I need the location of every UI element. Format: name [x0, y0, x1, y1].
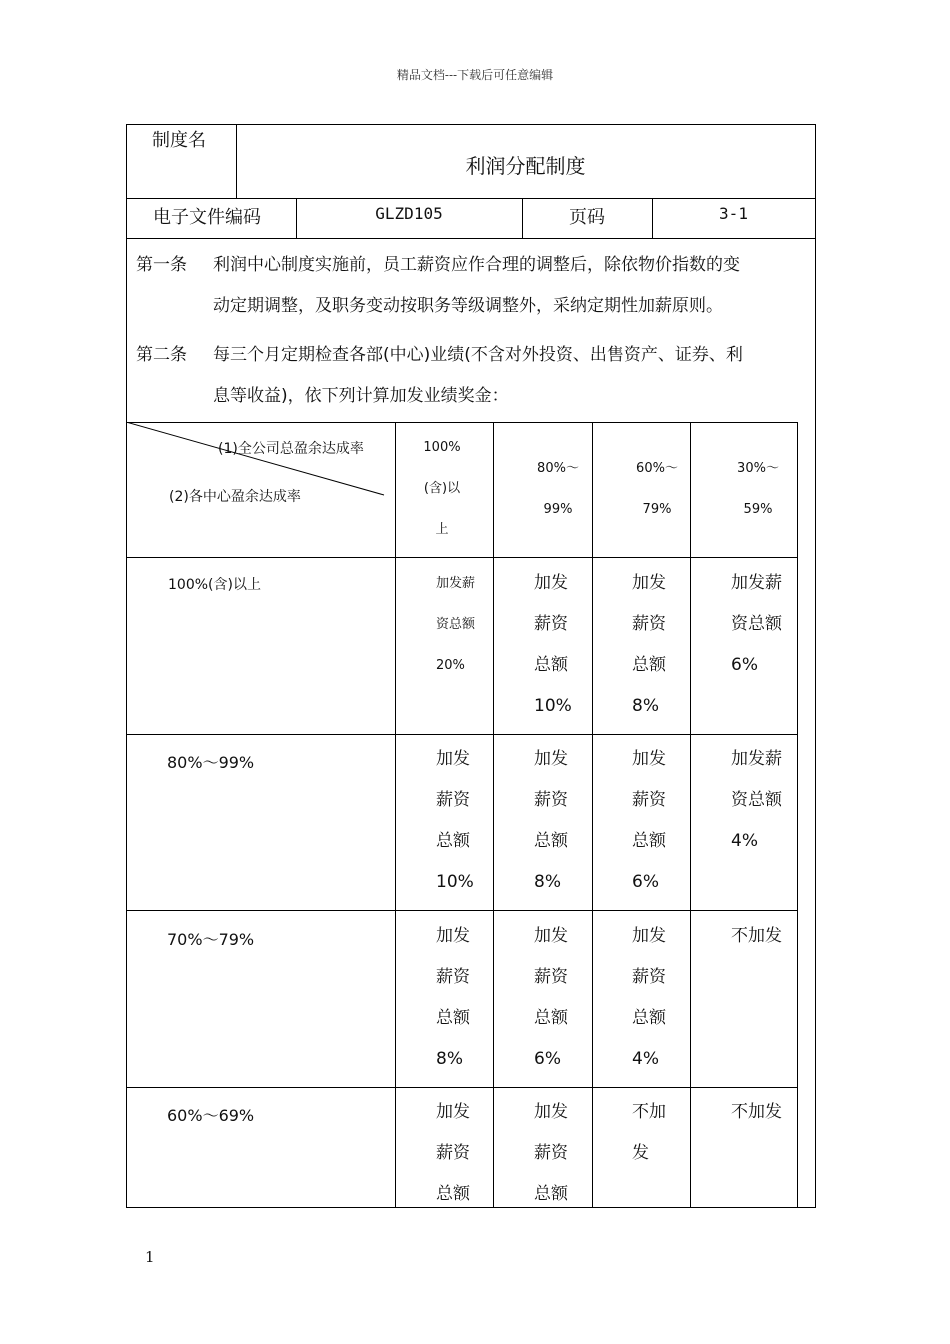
- cell-text: 不加发: [731, 1102, 782, 1122]
- corner-label-center: (2)各中心盈余达成率: [169, 489, 301, 505]
- cell-text: 总额: [534, 1008, 568, 1028]
- cell-text: 加发薪: [731, 749, 782, 769]
- cell-text: 加发: [534, 573, 568, 593]
- cell-text: 8%: [632, 696, 659, 716]
- cell-text: 总额: [436, 831, 470, 851]
- frame-top: [126, 124, 815, 125]
- cell-text: 不加: [632, 1102, 666, 1122]
- frame-left: [126, 124, 127, 1208]
- bonus-row-4: [126, 1087, 798, 1088]
- cell-text: 6%: [534, 1049, 561, 1069]
- bonus-cell: [436, 739, 474, 903]
- article-1-line-1: 利润中心制度实施前，员工薪资应作合理的调整后，除依物价指数的变: [213, 255, 740, 275]
- article-2-number: 第二条: [136, 345, 187, 365]
- cell-text: 加发: [436, 1102, 470, 1122]
- cell-text: 总额: [436, 1008, 470, 1028]
- article-1-line-2: 动定期调整，及职务变动按职务等级调整外，采纳定期性加薪原则。: [213, 296, 723, 316]
- cell-text: 10%: [534, 696, 572, 716]
- label-page: 页码: [569, 207, 605, 228]
- page-value: 3-1: [719, 204, 748, 223]
- cell-text: 加发: [534, 749, 568, 769]
- cell-text: 6%: [632, 872, 659, 892]
- col-header-text: 59%: [743, 502, 773, 517]
- cell-text: 总额: [632, 831, 666, 851]
- cell-text: 8%: [436, 1049, 463, 1069]
- cell-text: 薪资: [436, 790, 470, 810]
- corner-label-company: (1)全公司总盈余达成率: [218, 441, 364, 457]
- cell-text: 加发: [632, 749, 666, 769]
- cell-text: 总额: [436, 1184, 470, 1204]
- cell-text: 加发: [534, 926, 568, 946]
- bonus-cell: [632, 563, 666, 727]
- frame-bottom: [126, 1207, 815, 1208]
- code-row-bottom: [126, 238, 815, 239]
- bonus-col-2: [493, 422, 494, 1208]
- cell-text: 发: [632, 1143, 649, 1163]
- cell-text: 加发薪: [731, 573, 782, 593]
- bonus-cell: [731, 739, 782, 862]
- col-header-text: 99%: [543, 502, 573, 517]
- cell-text: 加发薪: [436, 576, 476, 591]
- cell-text: 薪资: [632, 614, 666, 634]
- file-code-value: GLZD105: [375, 204, 443, 223]
- col-header-text: 100%: [423, 440, 461, 455]
- col-header-text: 60%～: [636, 461, 678, 476]
- bonus-row-3: [126, 910, 798, 911]
- row-label-80: 80%～99%: [167, 753, 255, 772]
- page-title: 利润分配制度: [465, 154, 586, 178]
- cell-text: 薪资: [534, 790, 568, 810]
- bonus-cell: [632, 739, 666, 903]
- cell-text: 4%: [632, 1049, 659, 1069]
- row-label-70: 70%～79%: [167, 930, 255, 949]
- article-1-number: 第一条: [136, 255, 187, 275]
- row-label-100: 100%(含)以上: [168, 577, 261, 593]
- cell-text: 总额: [534, 1184, 568, 1204]
- cell-text: 薪资: [534, 967, 568, 987]
- frame-right: [815, 124, 816, 1208]
- cell-text: 薪资: [436, 967, 470, 987]
- cell-text: 总额: [632, 655, 666, 675]
- page-header-note: 精品文档---下载后可任意编辑: [396, 68, 554, 82]
- col-header-30: [720, 448, 796, 530]
- col-header-text: (含)以: [423, 481, 461, 496]
- article-2-line-2: 息等收益)，依下列计算加发业绩奖金：: [213, 386, 509, 406]
- cell-text: 6%: [731, 655, 758, 675]
- bonus-cell: [632, 1092, 666, 1174]
- col-header-text: 30%～: [737, 461, 779, 476]
- cell-text: 20%: [436, 658, 465, 673]
- cell-text: 加发: [534, 1102, 568, 1122]
- cell-text: 加发: [436, 749, 470, 769]
- page-number: 1: [145, 1248, 155, 1266]
- cell-text: 10%: [436, 872, 474, 892]
- bonus-row-2: [126, 734, 798, 735]
- cell-text: 资总额: [436, 617, 476, 632]
- col-header-80: [523, 448, 593, 530]
- col-header-text: 80%～: [537, 461, 579, 476]
- cell-text: 薪资: [534, 1143, 568, 1163]
- bonus-col-3: [592, 422, 593, 1208]
- cell-text: 总额: [632, 1008, 666, 1028]
- cell-text: 不加发: [731, 926, 782, 946]
- bonus-cell: [534, 563, 572, 727]
- row-label-60: 60%～69%: [167, 1106, 255, 1125]
- label-policy-name: 制度名: [152, 130, 206, 151]
- cell-text: 总额: [534, 655, 568, 675]
- cell-text: 4%: [731, 831, 758, 851]
- bonus-cell: [731, 563, 782, 686]
- cell-text: 薪资: [436, 1143, 470, 1163]
- title-row-bottom: [126, 198, 815, 199]
- cell-text: 加发: [632, 926, 666, 946]
- article-2-line-1: 每三个月定期检查各部(中心)业绩(不含对外投资、出售资产、证券、利: [213, 345, 743, 365]
- bonus-cell: [731, 1092, 782, 1133]
- cell-text: 8%: [534, 872, 561, 892]
- label-file-code: 电子文件编码: [153, 207, 261, 228]
- bonus-cell: [534, 739, 568, 903]
- bonus-cell: [436, 563, 475, 686]
- col-header-text: 上: [435, 522, 449, 537]
- cell-text: 加发: [436, 926, 470, 946]
- cell-text: 薪资: [534, 614, 568, 634]
- bonus-right: [797, 422, 798, 1208]
- cell-text: 薪资: [632, 967, 666, 987]
- bonus-cell: [632, 916, 666, 1080]
- bonus-col-4: [690, 422, 691, 1208]
- cell-text: 资总额: [731, 614, 782, 634]
- col-header-60: [622, 448, 692, 530]
- bonus-cell: [534, 916, 568, 1080]
- cell-text: 资总额: [731, 790, 782, 810]
- cell-text: 加发: [632, 573, 666, 593]
- col-header-100: [412, 427, 472, 550]
- cell-text: 薪资: [632, 790, 666, 810]
- bonus-cell: [534, 1092, 568, 1215]
- bonus-cell: [731, 916, 782, 957]
- col-header-text: 79%: [642, 502, 672, 517]
- bonus-cell: [436, 1092, 470, 1215]
- bonus-cell: [436, 916, 470, 1080]
- cell-text: 总额: [534, 831, 568, 851]
